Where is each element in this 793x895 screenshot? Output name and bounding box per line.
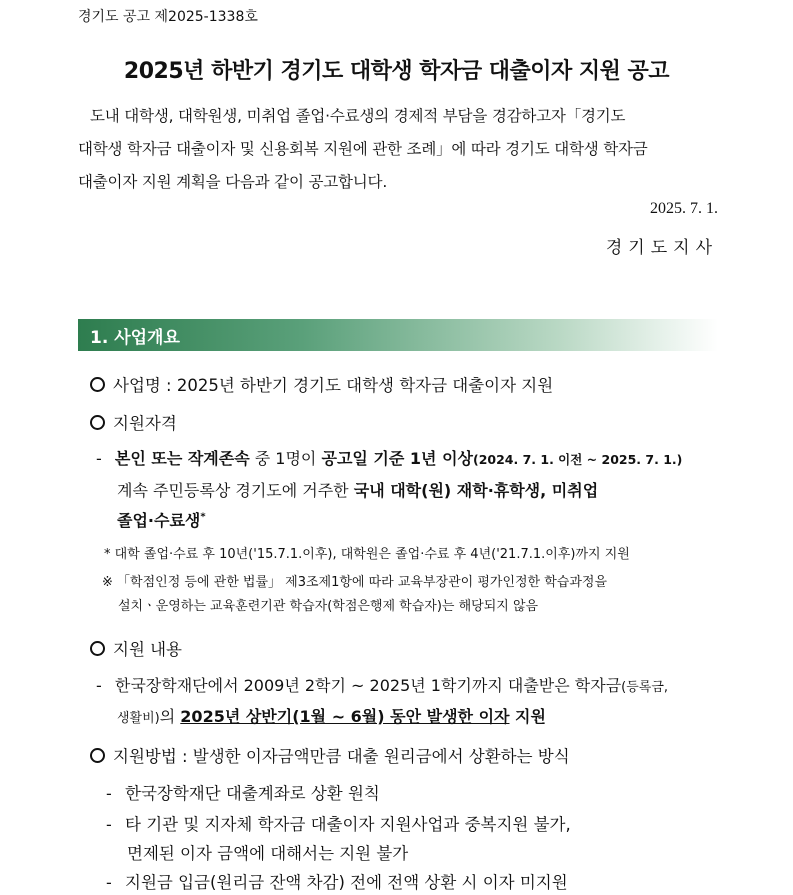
eligibility-note-2-line-1: ※ 「학점인정 등에 관한 법률」 제3조제1항에 따라 교육부장관이 평가인정한 학습과정을 xyxy=(102,575,608,590)
signer: 경기도지사 xyxy=(605,238,718,258)
dash-marker: - xyxy=(106,784,112,803)
content-text: 생활비) xyxy=(117,711,160,726)
eligibility-heading-text: 지원자격 xyxy=(113,414,177,433)
method-text: 타 기관 및 지자체 학자금 대출이자 지원사업과 중복지원 불가, xyxy=(125,815,571,834)
content-text: 지원 xyxy=(509,707,546,726)
circle-bullet-icon xyxy=(90,641,105,656)
content-text: 의 xyxy=(159,707,181,726)
eligibility-text: 계속 주민등록상 경기도에 거주한 xyxy=(117,481,354,500)
eligibility-note-2-line-2: 설치ㆍ운영하는 교육훈련기관 학습자(학점은행제 학습자)는 해당되지 않음 xyxy=(118,599,539,614)
section-title: 1. 사업개요 xyxy=(90,328,180,348)
eligibility-line-1 xyxy=(96,446,682,469)
content-heading xyxy=(90,636,182,660)
content-text: 한국장학재단에서 2009년 2학기 ~ 2025년 1학기까지 대출받은 학자금 xyxy=(114,676,622,695)
eligibility-text: 공고일 기준 1년 이상 xyxy=(321,449,473,468)
footnote-mark: * xyxy=(200,511,206,523)
eligibility-text: 졸업·수료생 xyxy=(117,511,201,530)
circle-bullet-icon xyxy=(90,377,105,392)
circle-bullet-icon xyxy=(90,415,105,430)
document-number: 경기도 공고 제2025-1338호 xyxy=(78,9,258,25)
method-text: 지원금 입금(원리금 잔액 차감) 전에 전액 상환 시 이자 미지원 xyxy=(125,873,568,892)
eligibility-line-3 xyxy=(117,508,206,531)
dash-marker: - xyxy=(106,815,112,834)
eligibility-text: 본인 또는 작계존속 xyxy=(114,449,250,468)
intro-line-2: 대학생 학자금 대출이자 및 신용회복 지원에 관한 조례」에 따라 경기도 대학생 학자금 xyxy=(78,140,648,158)
method-item-3 xyxy=(106,869,568,893)
content-line-2 xyxy=(117,704,546,727)
method-heading-text: 지원방법 : 발생한 이자금액만큼 대출 원리금에서 상환하는 방식 xyxy=(113,747,570,766)
project-name-item xyxy=(90,372,553,396)
page-title: 2025년 하반기 경기도 대학생 학자금 대출이자 지원 공고 xyxy=(123,59,670,84)
content-heading-text: 지원 내용 xyxy=(113,640,183,659)
method-heading xyxy=(90,743,570,767)
eligibility-period: (2024. 7. 1. 이전 ~ 2025. 7. 1.) xyxy=(472,452,683,467)
intro-line-1: 도내 대학생, 대학원생, 미취업 졸업·수료생의 경제적 부담을 경감하고자「경기도 xyxy=(90,107,626,125)
eligibility-text: 중 1명이 xyxy=(249,449,322,468)
project-name-text: 사업명 : 2025년 하반기 경기도 대학생 학자금 대출이자 지원 xyxy=(113,376,554,395)
eligibility-text: 국내 대학(원) 재학·휴학생, 미취업 xyxy=(353,481,599,500)
eligibility-heading xyxy=(90,410,177,434)
method-text: 한국장학재단 대출계좌로 상환 원칙 xyxy=(125,784,380,803)
intro-line-3: 대출이자 지원 계획을 다음과 같이 공고합니다. xyxy=(78,173,388,191)
content-text: (등록금, xyxy=(621,680,669,695)
content-highlight: 2025년 상반기(1월 ~ 6월) 동안 발생한 이자 xyxy=(180,707,510,726)
method-item-2 xyxy=(106,811,571,835)
dash-marker: - xyxy=(96,449,102,468)
dash-marker: - xyxy=(106,873,112,892)
eligibility-note-1: * 대학 졸업·수료 후 10년('15.7.1.이후), 대학원은 졸업·수료 후 4년('21.7.1.이후)까지 지원 xyxy=(104,547,630,562)
content-line-1 xyxy=(96,673,668,696)
circle-bullet-icon xyxy=(90,748,105,763)
announcement-date: 2025. 7. 1. xyxy=(650,200,718,217)
eligibility-line-2 xyxy=(117,478,598,501)
dash-marker: - xyxy=(96,676,102,695)
method-item-1 xyxy=(106,780,380,804)
method-item-2-line-2: 면제된 이자 금액에 대해서는 지원 불가 xyxy=(127,844,409,863)
